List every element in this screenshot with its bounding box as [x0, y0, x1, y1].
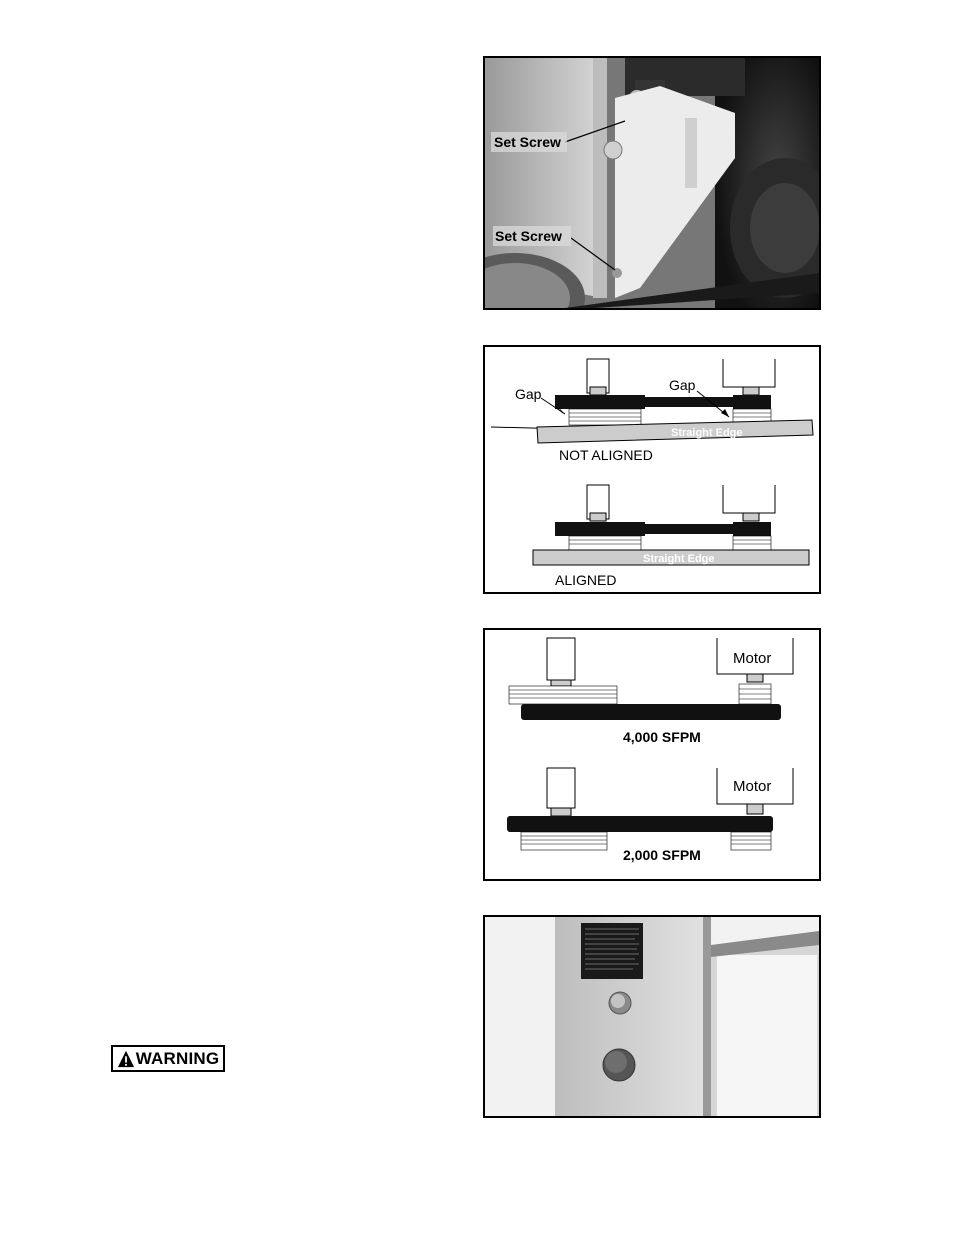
- warning-label: WARNING: [135, 1048, 220, 1068]
- speed-label-top: 4,000 SFPM: [623, 729, 701, 745]
- set-screw-photo-drawing: [485, 58, 819, 308]
- aligned-diagram: [533, 485, 809, 588]
- speed-label-bottom: 2,000 SFPM: [623, 847, 701, 863]
- gap-label-right: Gap: [669, 377, 696, 393]
- set-screw-label-top: Set Screw: [494, 134, 561, 150]
- warning-badge: [111, 1045, 225, 1072]
- cabinet-switch-drawing: [485, 917, 819, 1116]
- set-screw-photo: [483, 56, 821, 310]
- pulley-alignment-diagram: [483, 345, 821, 594]
- straight-edge-label-top: Straight Edge: [671, 427, 743, 439]
- warning-triangle-icon: [117, 1050, 135, 1068]
- pulley-alignment-drawing: [485, 347, 819, 592]
- set-screw-label-bottom: Set Screw: [495, 228, 562, 244]
- aligned-label: ALIGNED: [555, 572, 617, 588]
- speed-2000-diagram: [507, 768, 793, 863]
- gap-label-left: Gap: [515, 386, 542, 402]
- belt-speed-diagram: [483, 628, 821, 881]
- not-aligned-diagram: [491, 359, 813, 463]
- cabinet-switch-photo: [483, 915, 821, 1118]
- belt-speed-drawing: [485, 630, 819, 879]
- motor-label-bottom: Motor: [733, 778, 772, 795]
- speed-4000-diagram: [509, 638, 793, 745]
- motor-label-top: Motor: [733, 650, 772, 667]
- straight-edge-label-bottom: Straight Edge: [643, 553, 715, 565]
- not-aligned-label: NOT ALIGNED: [559, 447, 653, 463]
